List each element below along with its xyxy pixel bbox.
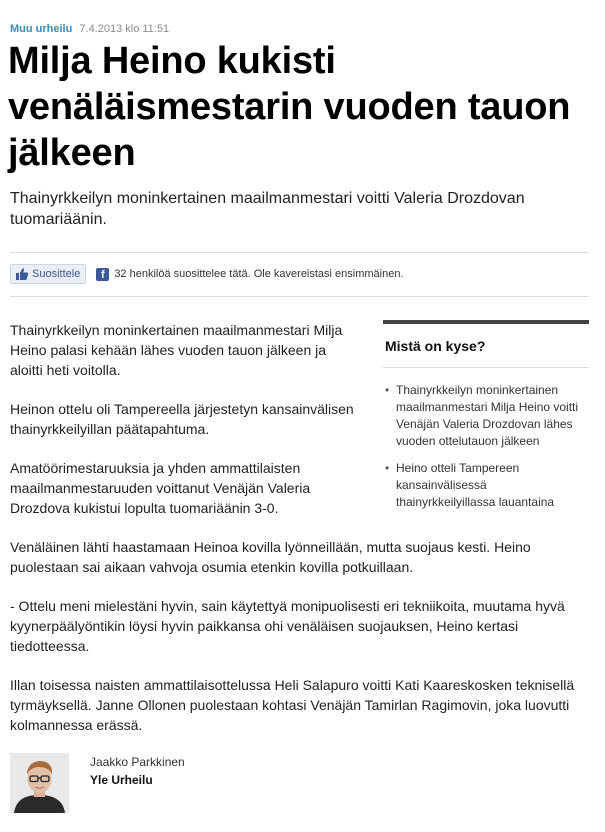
factbox-item (383, 460, 589, 511)
factbox-title: Mistä on kyse? (385, 338, 486, 354)
author-organization: Yle Urheilu (90, 773, 153, 787)
body-paragraph: Amatöörimestaruuksia ja yhden ammattilaisten maailmanmestaruuden voittanut Venäjän Valeria Drozdova kukistui lopulta tuomariäänin 3-0. (10, 460, 311, 516)
author-name: Jaakko Parkkinen (90, 755, 185, 769)
body-paragraph: Heinon ottelu oli Tampereella järjestetyn kansainvälisen thainyrkkeilyillan päätapahtuma. (10, 401, 354, 437)
body-paragraph: Thainyrkkeilyn moninkertainen maailmanmestari Milja Heino palasi kehään lähes vuoden tauon jälkeen ja aloitti heti voitolla. (10, 322, 343, 378)
bullet-icon: • (385, 461, 390, 475)
thumbs-up-icon (15, 267, 29, 281)
facebook-like-button[interactable] (10, 264, 86, 284)
author-byline (10, 753, 185, 813)
body-paragraph: Venäläinen lähti haastamaan Heinoa kovilla lyönneillään, mutta suojaus kesti. Heino puolestaan sai aikaan vahvoja osumia etenkin kovilla potkuillaan. (10, 539, 531, 575)
article-meta (10, 23, 169, 35)
factbox-list (383, 382, 589, 511)
publish-timestamp: 7.4.2013 klo 11:51 (79, 23, 170, 35)
bullet-icon: • (385, 383, 390, 397)
divider (10, 296, 589, 297)
article-headline: Milja Heino kukisti venäläismestarin vuoden tauon jälkeen (8, 40, 571, 174)
author-avatar (10, 753, 69, 813)
like-count-text: 32 henkilöä suosittelee tätä. Ole kavereistasi ensimmäinen. (114, 268, 404, 280)
factbox-item-text: Heino otteli Tampereen kansainvälisessä thainyrkkeilyillassa lauantaina (396, 461, 555, 509)
author-photo-icon (10, 753, 69, 813)
category-link[interactable]: Muu urheilu (10, 23, 73, 35)
divider (10, 252, 589, 253)
social-bar (10, 263, 404, 285)
factbox-top-bar (383, 320, 589, 324)
factbox-divider (383, 367, 589, 368)
like-label: Suosittele (32, 268, 81, 280)
factbox-item (383, 382, 589, 450)
factbox (383, 320, 589, 521)
factbox-item-text: Thainyrkkeilyn moninkertainen maailmanmestari Milja Heino voitti Venäjän Valeria Drozdovan lähes vuoden ottelutauon jälkeen (396, 383, 579, 448)
facebook-icon: f (96, 268, 109, 281)
body-paragraph: Illan toisessa naisten ammattilaisottelussa Heli Salapuro voitti Kati Kaareskosken teknisellä tyrmäyksellä. Janne Ollonen puolestaan kohtasi Venäjän Tamirlan Ragimovin, joka luovutti kolmannessa erässä. (10, 677, 575, 733)
body-paragraph: - Ottelu meni mielestäni hyvin, sain käytettyä monipuolisesti eri tekniikoita, muutama hyvä kyynerpäälyöntikin löysi hyvin paikkansa ohi venäläisen suojauksen, Heino kertasi tiedotteessa. (10, 598, 565, 654)
article-lead: Thainyrkkeilyn moninkertainen maailmanmestari voitti Valeria Drozdovan tuomariäänin. (10, 190, 525, 228)
